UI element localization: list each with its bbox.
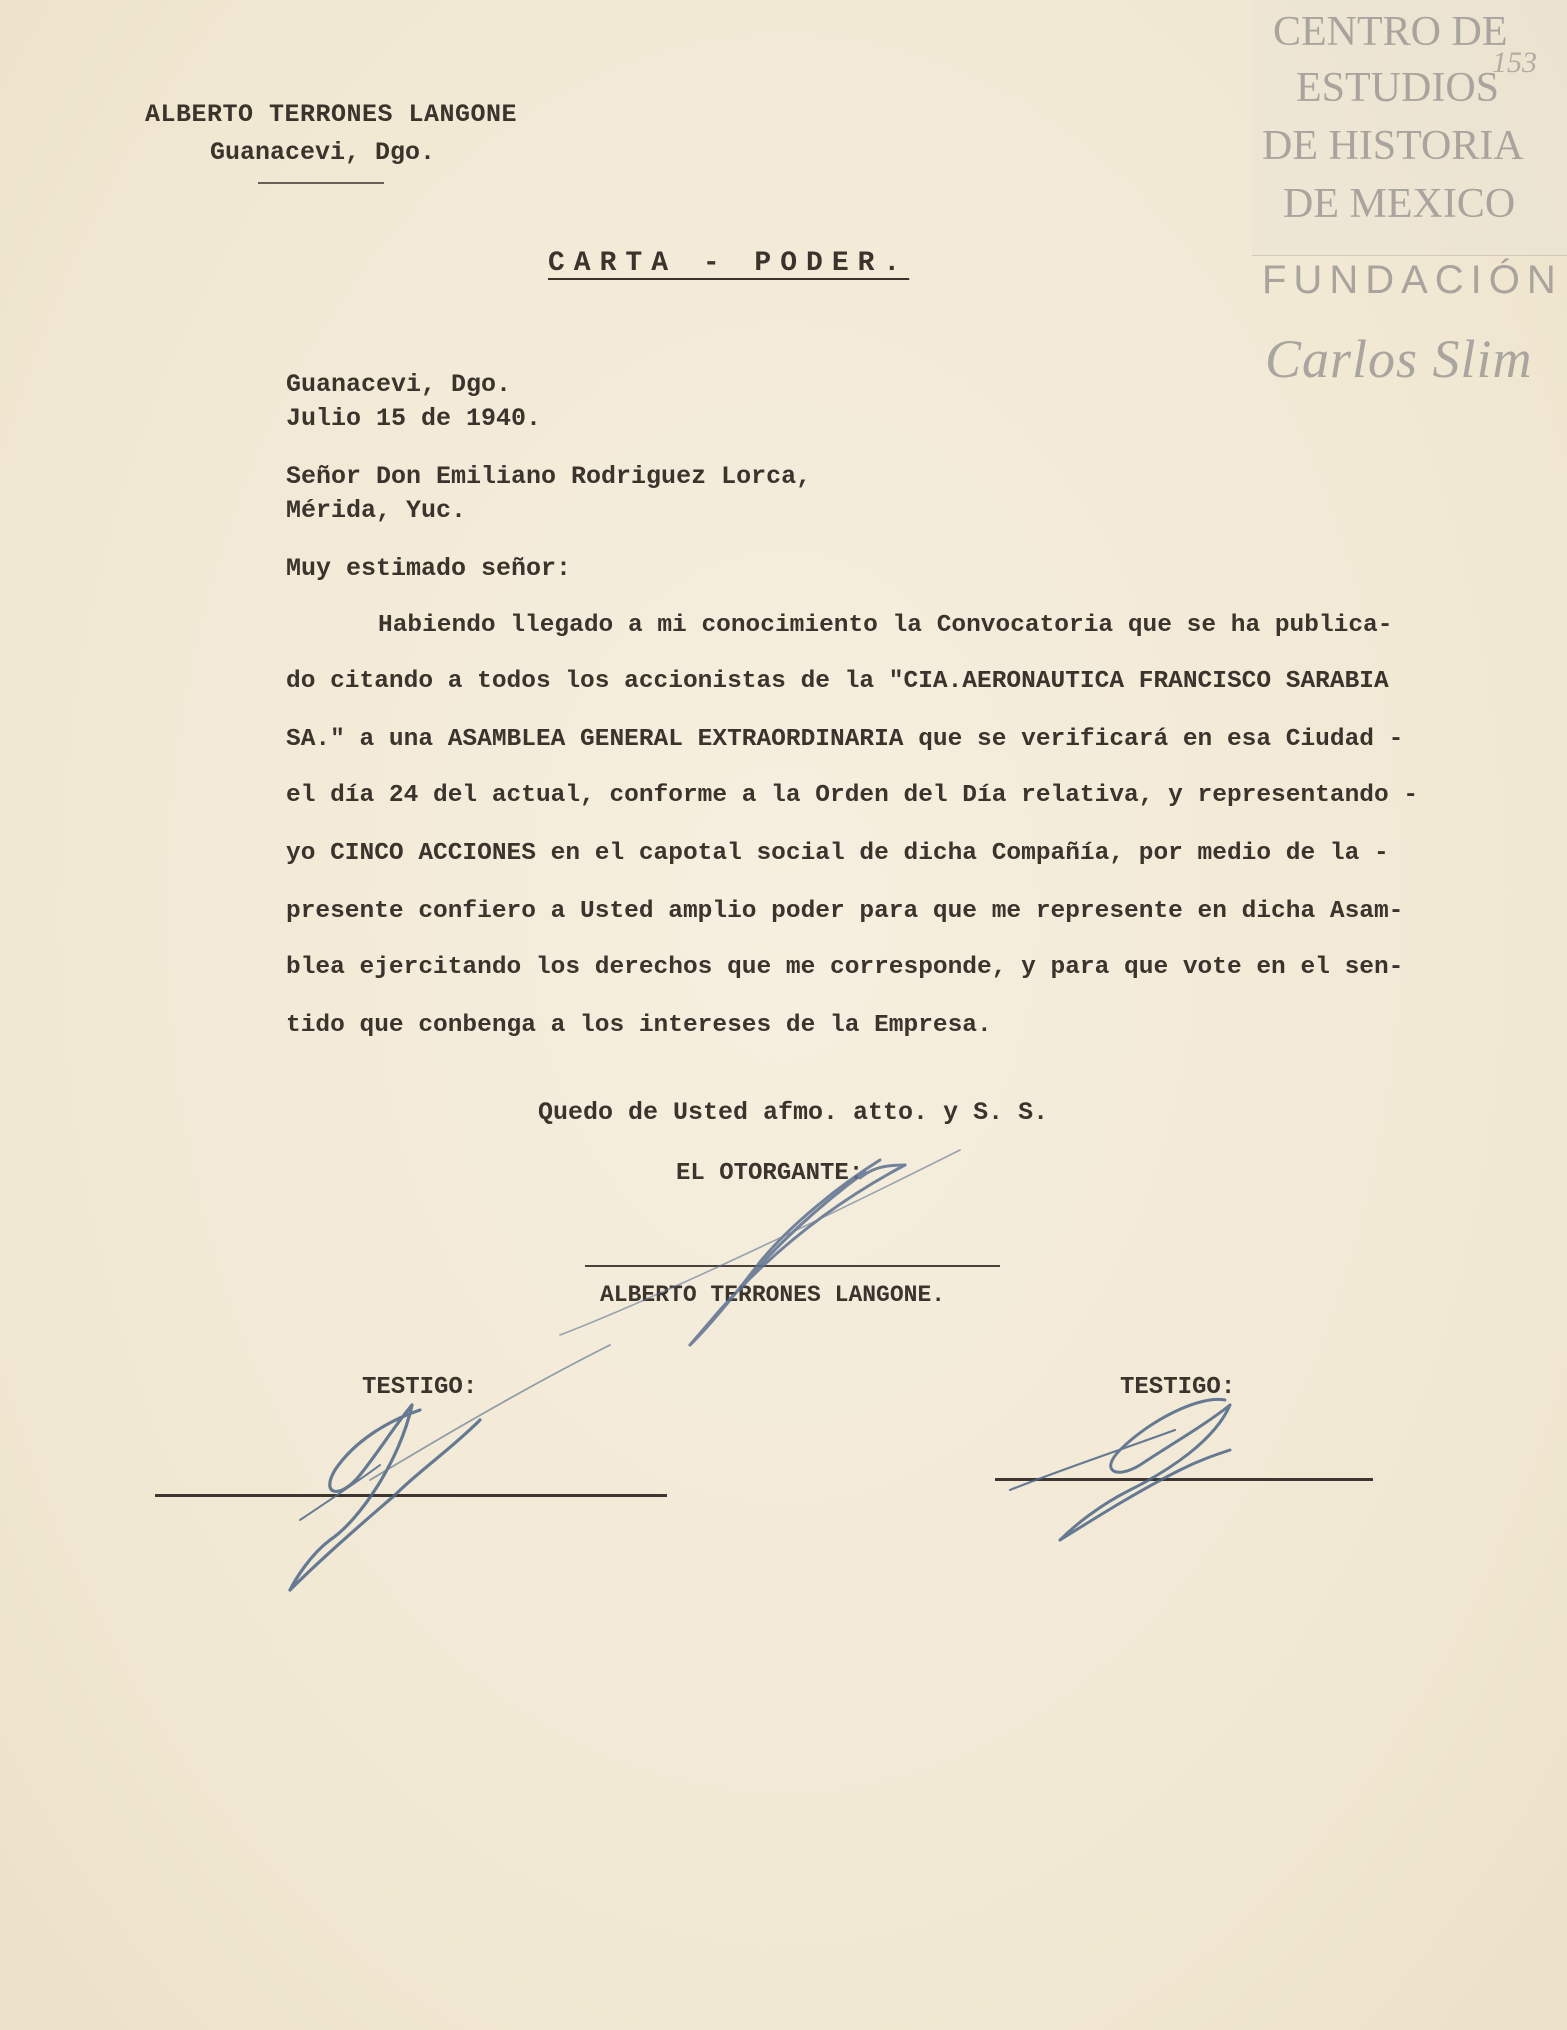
watermark-line-1: CENTRO DE: [1273, 9, 1508, 55]
body-line: SA." a una ASAMBLEA GENERAL EXTRAORDINARIA que se verificará en esa Ciudad -: [286, 726, 1404, 753]
letterhead-rule: [258, 182, 384, 184]
watermark-line-2: ESTUDIOS: [1296, 65, 1500, 111]
watermark-fundacion: FUNDACIÓN: [1262, 258, 1563, 302]
salutation: Muy estimado señor:: [286, 554, 572, 583]
signer-name: ALBERTO TERRONES LANGONE.: [600, 1282, 946, 1308]
body-line: Habiendo llegado a mi conocimiento la Convocatoria que se ha publica-: [378, 612, 1393, 639]
witness-signature-line-right: [995, 1478, 1373, 1481]
grantor-signature-line: [585, 1265, 1000, 1267]
watermark-line-4: DE MEXICO: [1283, 181, 1516, 227]
body-line: el día 24 del actual, conforme a la Orden del Día relativa, y representando -: [286, 782, 1419, 809]
letterhead-name: ALBERTO TERRONES LANGONE: [145, 100, 518, 129]
watermark-brand-logo: Carlos Slim: [1265, 329, 1533, 389]
page-number: 153: [1492, 46, 1537, 79]
grantor-label: EL OTORGANTE:: [676, 1160, 864, 1187]
place: Guanacevi, Dgo.: [286, 370, 512, 399]
addressee-city: Mérida, Yuc.: [286, 496, 467, 525]
witness-label-left: TESTIGO:: [362, 1374, 478, 1401]
date: Julio 15 de 1940.: [286, 404, 542, 433]
body-line: presente confiero a Usted amplio poder para que me represente en dicha Asam-: [286, 898, 1404, 925]
body-line: yo CINCO ACCIONES en el capotal social de dicha Compañía, por medio de la -: [286, 840, 1389, 867]
body-line: do citando a todos los accionistas de la "CIA.AERONAUTICA FRANCISCO SARABIA: [286, 668, 1389, 695]
letterhead-city: Guanacevi, Dgo.: [210, 138, 436, 167]
body-line: tido que conbenga a los intereses de la Empresa.: [286, 1012, 992, 1039]
watermark-line-3: DE HISTORIA: [1262, 123, 1524, 169]
document-title: CARTA - PODER.: [548, 248, 910, 279]
body-line: blea ejercitando los derechos que me corresponde, y para que vote en el sen-: [286, 954, 1404, 981]
closing: Quedo de Usted afmo. atto. y S. S.: [538, 1098, 1049, 1127]
addressee: Señor Don Emiliano Rodriguez Lorca,: [286, 462, 812, 491]
witness-signature-line-left: [155, 1494, 667, 1497]
right-witness-signature: [1010, 1399, 1230, 1540]
witness-label-right: TESTIGO:: [1120, 1374, 1236, 1401]
